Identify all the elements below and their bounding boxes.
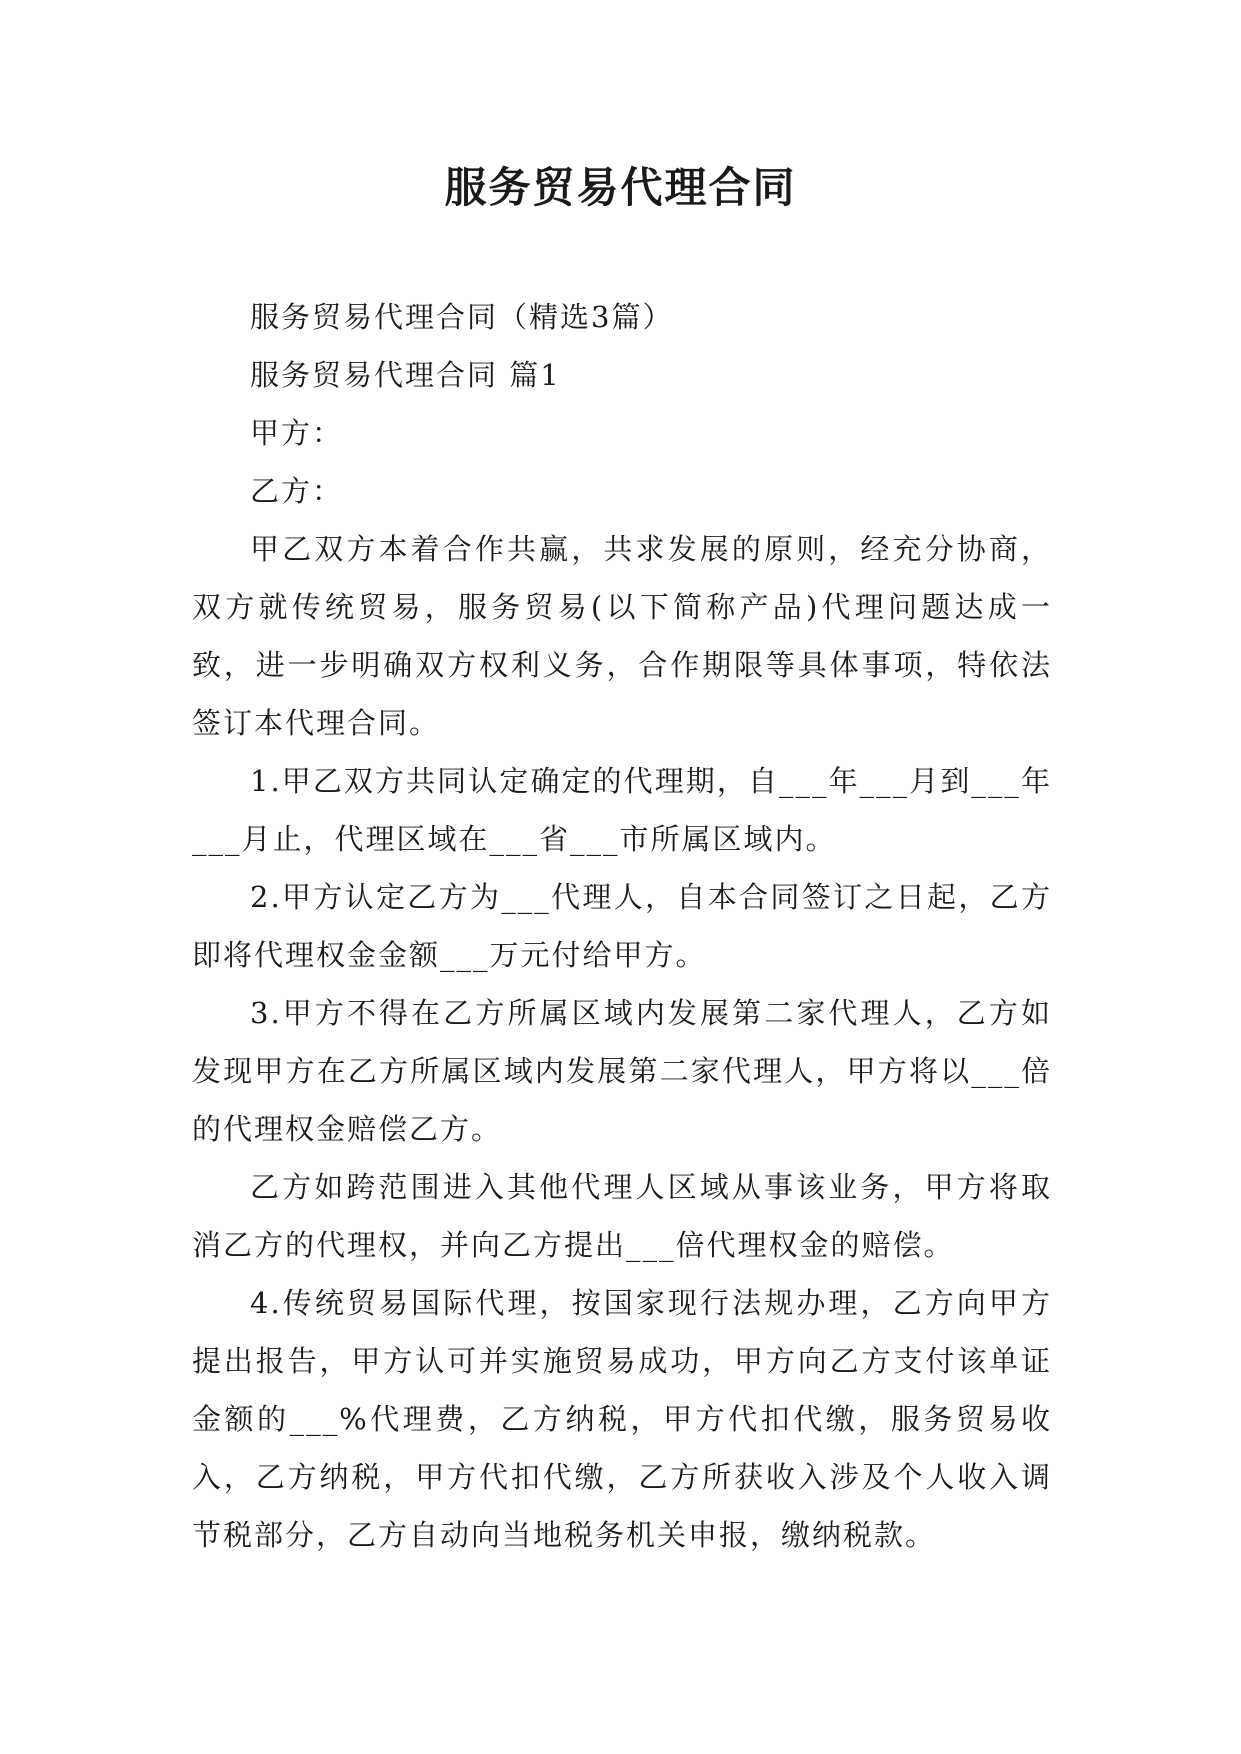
- clause-4-paragraph: 4.传统贸易国际代理，按国家现行法规办理，乙方向甲方提出报告，甲方认可并实施贸易成功，甲方向乙方支付该单证金额的___%代理费，乙方纳税，甲方代扣代缴，服务贸易收入，乙方纳税，甲方代扣代缴，乙方所获收入涉及个人收入调节税部分，乙方自动向当地税务机关申报，缴纳税款。: [192, 1286, 1052, 1552]
- clause-3-paragraph: 3.甲方不得在乙方所属区域内发展第二家代理人，乙方如发现甲方在乙方所属区域内发展第二家代理人，甲方将以___倍的代理权金赔偿乙方。: [192, 996, 1052, 1146]
- section-heading: 服务贸易代理合同 篇1: [250, 358, 561, 392]
- clause-2-paragraph: 2.甲方认定乙方为___代理人，自本合同签订之日起，乙方即将代理权金金额___万元付给甲方。: [192, 880, 1052, 972]
- subtitle-paragraph: 服务贸易代理合同（精选3篇）: [250, 300, 674, 334]
- document-title: 服务贸易代理合同: [444, 163, 797, 212]
- party-b-line: 乙方：: [250, 474, 344, 508]
- clause-1-paragraph: 1.甲乙双方共同认定确定的代理期，自___年___月到___年___月止，代理区域在___省___市所属区域内。: [192, 764, 1052, 856]
- clause-3-supplement-paragraph: 乙方如跨范围进入其他代理人区域从事该业务，甲方将取消乙方的代理权，并向乙方提出___倍代理权金的赔偿。: [192, 1170, 1052, 1262]
- document-body: [192, 288, 1052, 1564]
- party-a-line: 甲方：: [250, 416, 344, 450]
- preamble-paragraph: 甲乙双方本着合作共赢，共求发展的原则，经充分协商，双方就传统贸易，服务贸易(以下简称产品)代理问题达成一致，进一步明确双方权利义务，合作期限等具体事项，特依法签订本代理合同。: [192, 532, 1052, 740]
